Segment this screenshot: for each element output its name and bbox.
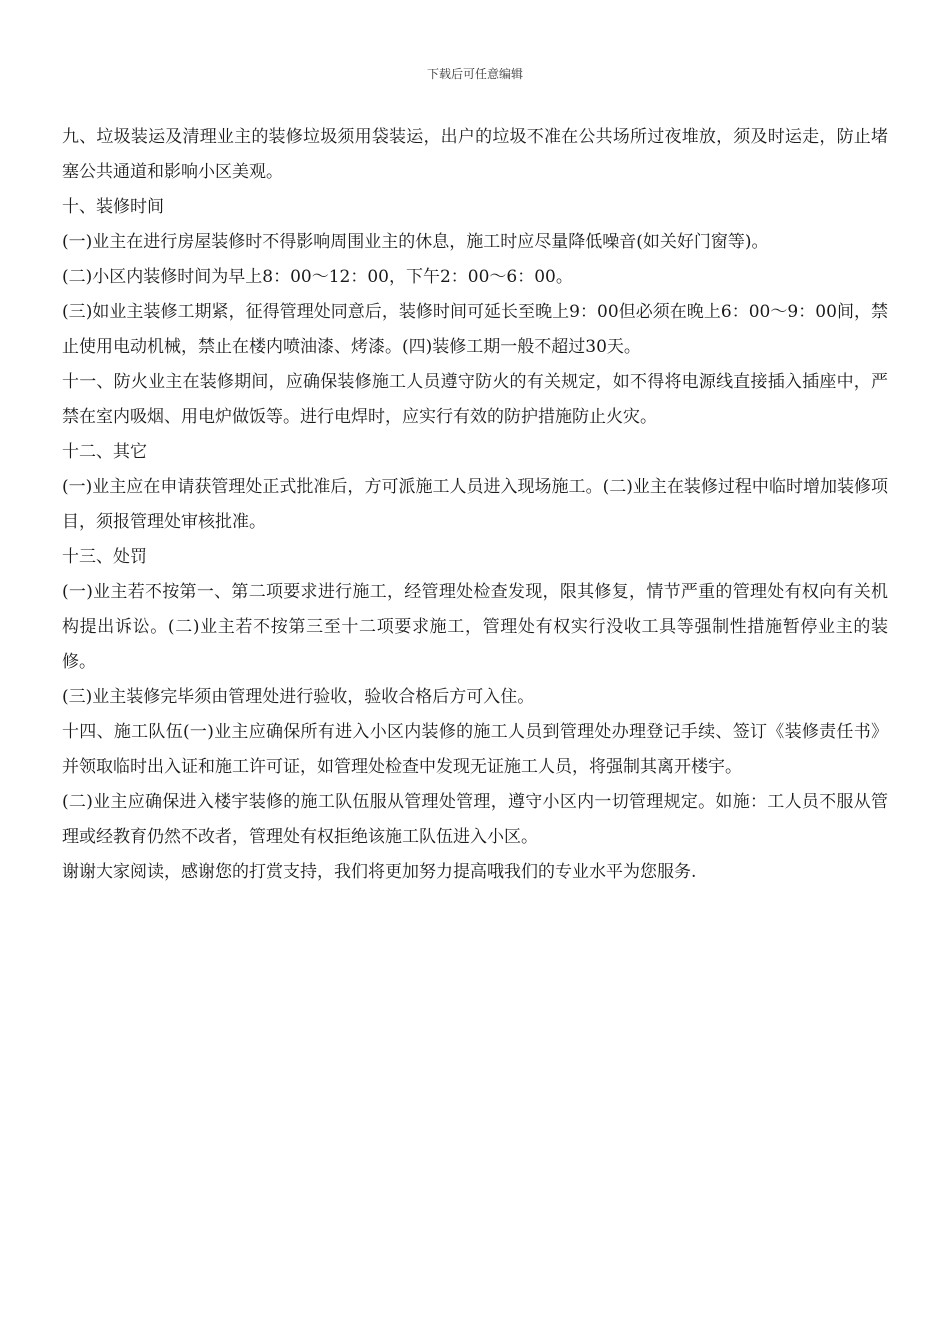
- section-heading-renovation-time: 十、装修时间: [62, 197, 164, 217]
- paragraph-construction-team: 十四、施工队伍(一)业主应确保所有进入小区内装修的施工人员到管理处办理登记手续、签订《装修责任书》并领取临时出入证和施工许可证，如管理处检查中发现无证施工人员，将强制其离开楼宇。: [62, 722, 888, 777]
- page-header-caption: 下载后可任意编辑: [426, 67, 523, 81]
- paragraph-acceptance: (三)业主装修完毕须由管理处进行验收，验收合格后方可入住。: [62, 687, 535, 707]
- paragraph-closing-thanks: 谢谢大家阅读，感谢您的打赏支持，我们将更加努力提高哦我们的专业水平为您服务.: [62, 862, 697, 882]
- paragraph-extended-hours: (三)如业主装修工期紧，征得管理处同意后，装修时间可延长至晚上9：00但必须在晚上6：00～9：00间，禁止使用电动机械，禁止在楼内喷油漆、烤漆。(四)装修工期一般不超过30天。: [62, 302, 888, 357]
- document-body: [62, 120, 888, 890]
- section-heading-penalties: 十三、处罚: [62, 547, 147, 567]
- paragraph-approval: (一)业主应在申请获管理处正式批准后，方可派施工人员进入现场施工。(二)业主在装修过程中临时增加装修项目，须报管理处审核批准。: [62, 477, 888, 532]
- paragraph-team-compliance: (二)业主应确保进入楼宇装修的施工队伍服从管理处管理，遵守小区内一切管理规定。如施：工人员不服从管理或经教育仍然不改者，管理处有权拒绝该施工队伍进入小区。: [62, 792, 888, 847]
- paragraph-working-hours: (二)小区内装修时间为早上8：00～12：00，下午2：00～6：00。: [62, 267, 573, 287]
- paragraph-fire-prevention: 十一、防火业主在装修期间，应确保装修施工人员遵守防火的有关规定，如不得将电源线直接插入插座中，严禁在室内吸烟、用电炉做饭等。进行电焊时，应实行有效的防护措施防止火灾。: [62, 372, 888, 427]
- paragraph-garbage-disposal: 九、垃圾装运及清理业主的装修垃圾须用袋装运，出户的垃圾不准在公共场所过夜堆放，须及时运走，防止堵塞公共通道和影响小区美观。: [62, 127, 888, 182]
- section-heading-other: 十二、其它: [62, 442, 147, 462]
- paragraph-penalty-terms: (一)业主若不按第一、第二项要求进行施工，经管理处检查发现，限其修复，情节严重的管理处有权向有关机构提出诉讼。(二)业主若不按第三至十二项要求施工，管理处有权实行没收工具等强制性措施暂停业主的装修。: [62, 582, 888, 672]
- paragraph-noise-rule: (一)业主在进行房屋装修时不得影响周围业主的休息，施工时应尽量降低噪音(如关好门窗等)。: [62, 232, 769, 252]
